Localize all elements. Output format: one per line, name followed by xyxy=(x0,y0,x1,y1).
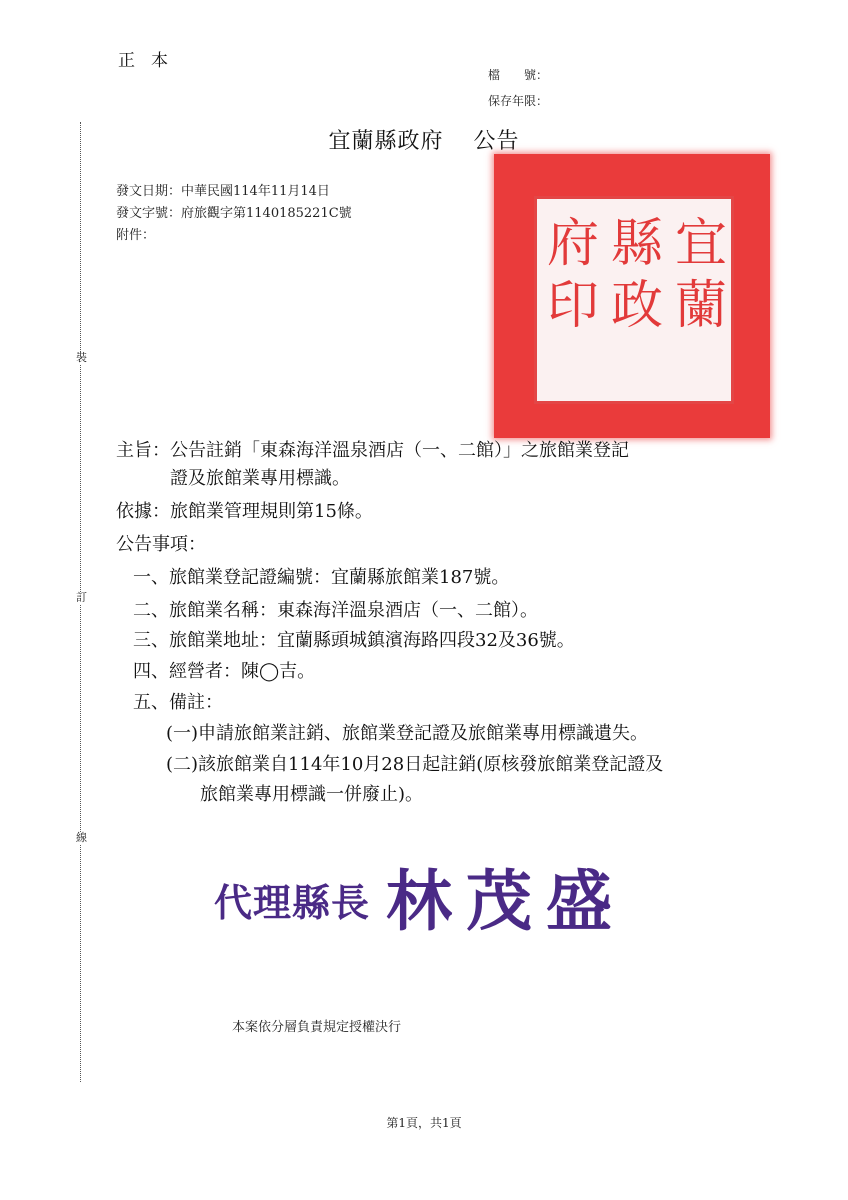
binding-mark-ding: 訂 xyxy=(76,591,87,604)
issue-date: 發文日期：中華民國114年11月14日 xyxy=(116,184,330,199)
item-operator: 四、經營者：陳◯吉。 xyxy=(133,661,316,682)
delegation-note: 本案依分層負責規定授權決行 xyxy=(232,1020,402,1035)
document-title xyxy=(0,124,848,155)
copy-label: 正本 xyxy=(118,51,184,71)
file-number-label: 檔 號： xyxy=(488,68,549,82)
signature-name: 林茂盛 xyxy=(386,863,627,940)
binding-mark-xian: 線 xyxy=(76,831,87,844)
remark-2-line-2: 旅館業專用標識一併廢止)。 xyxy=(200,784,424,805)
signature-stamp xyxy=(214,848,626,943)
item-license-number: 一、旅館業登記證編號：宜蘭縣旅館業187號。 xyxy=(133,567,510,588)
issuing-organization: 宜蘭縣政府 xyxy=(328,129,444,154)
subject-line-1: 主旨：公告註銷「東森海洋溫泉酒店（一、二館）」之旅館業登記 xyxy=(116,440,629,461)
official-seal xyxy=(494,154,770,438)
retention-label: 保存年限： xyxy=(488,94,549,108)
seal-column-1: 宜 蘭 xyxy=(674,214,727,336)
attachment-label: 附件： xyxy=(116,228,156,243)
basis: 依據：旅館業管理規則第15條。 xyxy=(116,501,373,522)
item-hotel-address: 三、旅館業地址：宜蘭縣頭城鎮濱海路四段32及36號。 xyxy=(133,630,575,651)
seal-column-2: 縣 政 xyxy=(610,214,663,336)
binding-mark-zhuang: 裝 xyxy=(76,351,87,364)
item-hotel-name: 二、旅館業名稱：東森海洋溫泉酒店（一、二館）。 xyxy=(133,600,538,621)
signature-title: 代理縣長 xyxy=(214,881,371,925)
page-footer: 第1頁，共1頁 xyxy=(386,1116,462,1130)
remark-2-line-1: (二)該旅館業自114年10月28日起註銷(原核發旅館業登記證及 xyxy=(166,754,664,775)
remark-1: (一)申請旅館業註銷、旅館業登記證及旅館業專用標識遺失。 xyxy=(166,723,649,744)
seal-column-3: 府 印 xyxy=(546,214,599,336)
item-remarks-heading: 五、備註： xyxy=(133,692,223,713)
seal-inner-frame xyxy=(534,196,734,404)
document-type: 公告 xyxy=(473,129,520,154)
items-heading: 公告事項： xyxy=(116,534,206,555)
issue-number: 發文字號：府旅觀字第1140185221C號 xyxy=(116,206,352,221)
subject-line-2: 證及旅館業專用標識。 xyxy=(170,468,350,489)
